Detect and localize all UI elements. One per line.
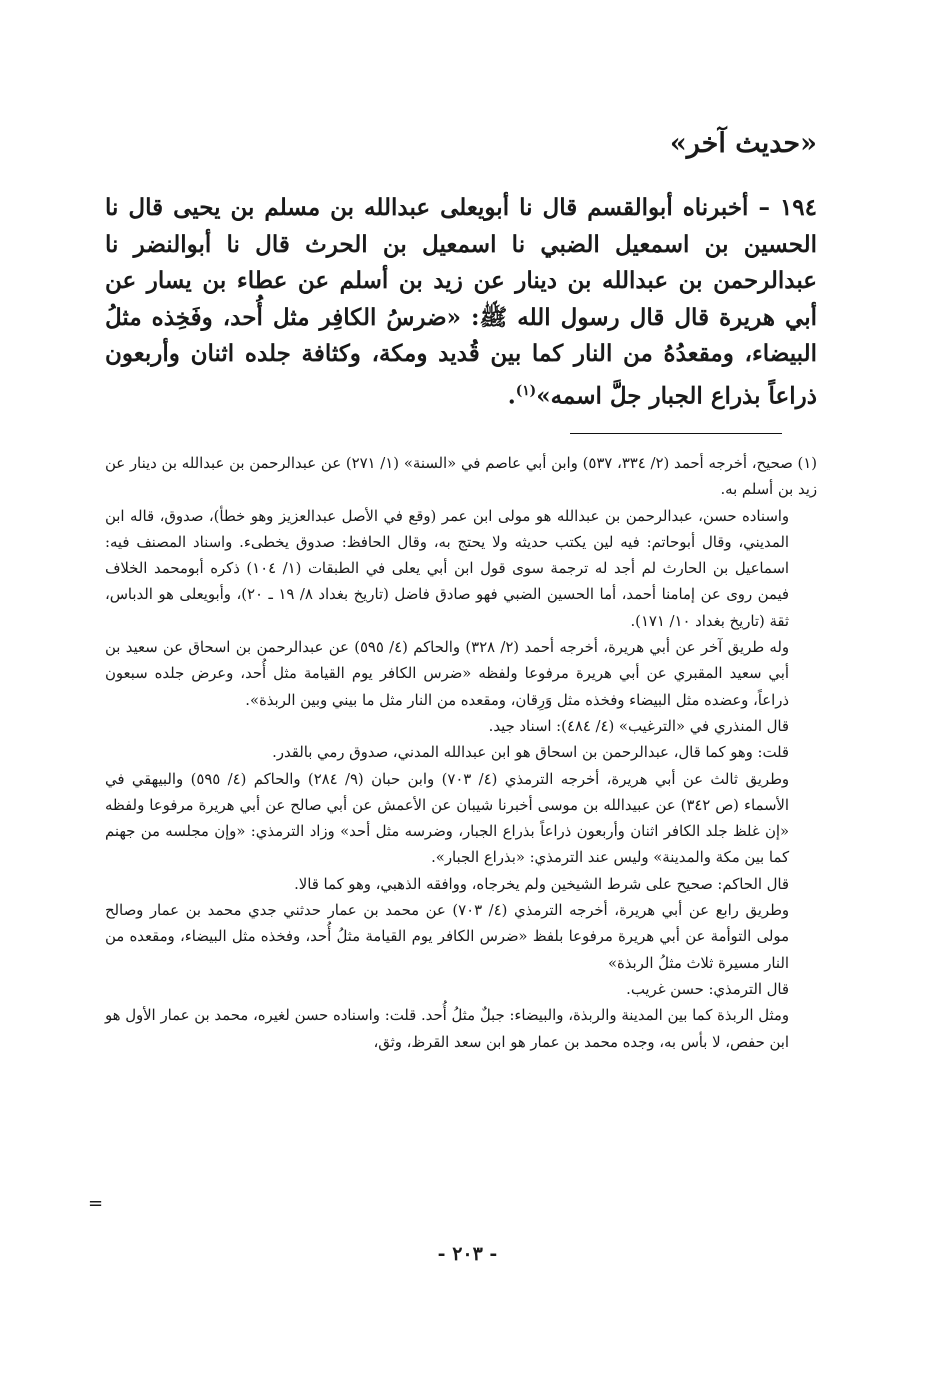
footnotes [105,451,817,1056]
section-heading: «حديث آخر» [669,128,817,159]
footnote-paragraph: وله طريق آخر عن أبي هريرة، أخرجه أحمد (٢/ ٣٢٨) والحاكم (٤/ ٥٩٥) عن عبدالرحمن بن اسحاق عن سعيد بن أبي سعيد المقبري عن أبي هريرة مرفوعا ولفظه «ضرس الكافر يوم القيامة مثل أُحد، وعرض جلده سبعون ذراعاً، وعضده مثل البيضاء وفخذه مثل وَرِقان، ومقعده من النار مثل ما بيني وبين الربذة». [105,639,789,709]
continuation-mark: = [88,1193,104,1214]
footnote-reference: (١) [515,382,537,399]
footnote-paragraph: قال الحاكم: صحيح على شرط الشيخين ولم يخرجاه، ووافقه الذهبي، وهو كما قالا. [294,875,789,893]
hadith-number: ١٩٤ – [758,194,817,221]
footnote-paragraph: قال المنذري في «الترغيب» (٤/ ٤٨٤): اسناد جيد. [488,717,789,735]
footnote-paragraph: قلت: وهو كما قال، عبدالرحمن بن اسحاق هو ابن عبدالله المدني، صدوق رمي بالقدر. [272,744,789,762]
footnote-paragraph: واسناده حسن، عبدالرحمن بن عبدالله هو مولى ابن عمر (وقع في الأصل عبدالعزيز وهو خطأ)، صدوق، قاله ابن المديني، وقال أبوحاتم: فيه لين يكتب حديثه ولا يحتج به، وقال الحافظ: صدوق يخطىء. واسناد المصنف فيه: اسماعيل بن الحارث لم أجد له ترجمة سوى قول ابن أبي يعلى في الطبقات (١/ ١٠٤) ذكره أبومحمد الخلاف فيمن روى عن إمامنا أحمد، أما الحسين الضبي فهو صادق فاضل (تاريخ بغداد ٨/ ١٩ ـ ٢٠)، وأبويعلى هو الدباس، ثقة (تاريخ بغداد ١٠/ ١٧١). [105,507,789,630]
footnote-paragraph: وطريق رابع عن أبي هريرة، أخرجه الترمذي (٤/ ٧٠٣) عن محمد بن عمار حدثني جدي محمد بن عمار وصالح مولى التوأمة عن أبي هريرة مرفوعا بلفظ «ضرس الكافر يوم القيامة مثلُ أُحد، وفخذه مثل البيضاء، ومقعده من النار مسيرة ثلاث مثلُ الربذة» [105,902,789,972]
hadith-paragraph [105,190,817,415]
footnote-paragraph: ومثل الربذة كما بين المدينة والربذة، والبيضاء: جبلٌ مثلُ أُحد. قلت: واسناده حسن لغيره، محمد بن عمار الأول هو ابن حفص، لا بأس به، وجده محمد بن عمار هو ابن سعد القرظ، وثق، [105,1007,789,1051]
footnote-paragraph: قال الترمذي: حسن غريب. [626,980,789,998]
footnote-paragraph: وطريق ثالث عن أبي هريرة، أخرجه الترمذي (٤/ ٧٠٣) وابن حبان (٩/ ٢٨٤) والحاكم (٤/ ٥٩٥) والبيهقي في الأسماء (ص ٣٤٢) عن عبيدالله بن موسى أخبرنا شيبان عن الأعمش عن أبي صالح عن أبي هريرة مرفوعا ولفظه «إن غلظ جلد الكافر اثنان وأربعون ذراعاً بذراع الجبار، وضرسه مثل أحد» وزاد الترمذي: «وإن مجلسه من جهنم كما بين مكة والمدينة» وليس عند الترمذي: «بذراع الجبار». [105,770,789,867]
page-number: - ٢٠٣ - [437,1243,498,1265]
footnote-paragraph: (١) صحيح، أخرجه أحمد (٢/ ٣٣٤، ٥٣٧) وابن أبي عاصم في «السنة» (١/ ٢٧١) عن عبدالرحمن بن عبدالله بن دينار عن زيد بن أسلم به. [105,455,818,499]
hadith-end: . [507,382,516,410]
hadith-text: أخبرناه أبوالقسم قال نا أبويعلى عبدالله بن مسلم بن يحيى قال نا الحسين بن اسمعيل الضبي نا اسمعيل بن الحرث قال نا أبوالنضر نا عبدالرحمن بن عبدالله بن دينار عن زيد بن أسلم عن عطاء بن يسار عن أبي هريرة قال قال رسول الله ﷺ: «ضرسُ الكافِر مثل أُحد، وفَخِذه مثلُ البيضاء، ومقعدُهُ من النار كما بين قُديد ومكة، وكثافة جلده اثنان وأربعون ذراعاً بذراع الجبار جلَّ اسمه» [105,194,817,410]
footnote-separator [570,433,782,434]
